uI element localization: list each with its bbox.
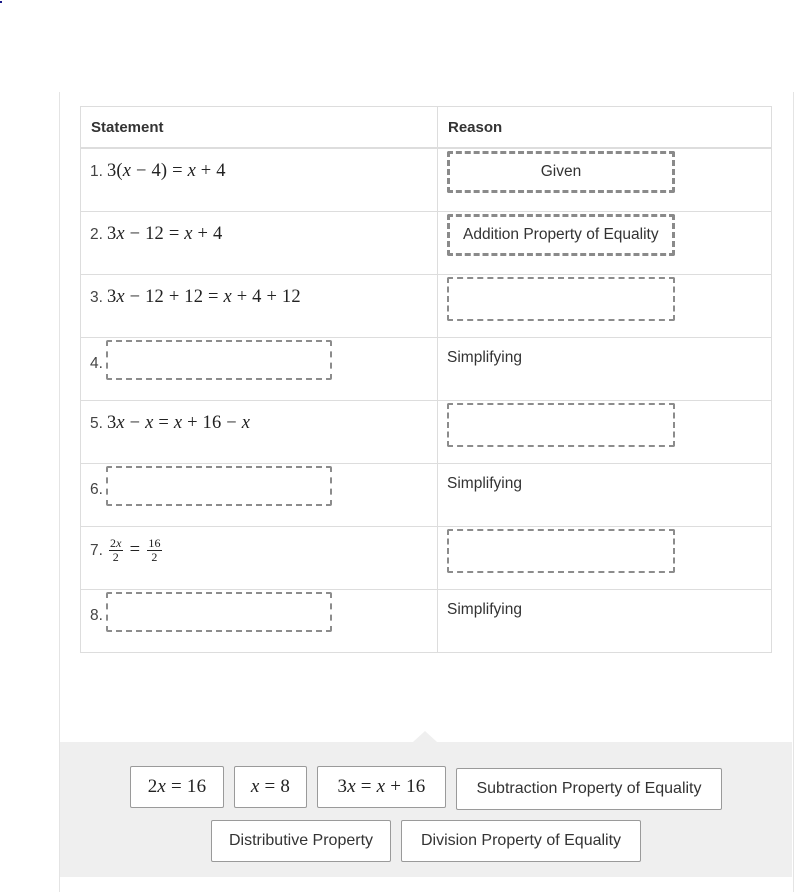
table-header-row bbox=[81, 107, 772, 149]
statement-cell-7 bbox=[81, 527, 438, 590]
step-number: 7. bbox=[90, 541, 103, 559]
reason-dropzone-filled[interactable] bbox=[447, 151, 675, 193]
dropped-reason-label[interactable]: Addition Property of Equality bbox=[463, 226, 659, 243]
statement-cell-2 bbox=[81, 212, 438, 275]
proof-row-7 bbox=[81, 527, 772, 590]
step-number: 5. bbox=[90, 414, 103, 432]
reason-text: Simplifying bbox=[447, 349, 522, 366]
reason-cell-2 bbox=[438, 212, 772, 275]
draggable-tile-3x-equals-x-plus-16[interactable] bbox=[317, 766, 446, 808]
tile-label: 3x = x + 16 bbox=[337, 776, 426, 797]
proof-row-5 bbox=[81, 401, 772, 464]
statement-cell-1 bbox=[81, 148, 438, 212]
statement-math: 3(x − 4) = x + 4 bbox=[106, 161, 226, 181]
draggable-tile-subtraction-property[interactable] bbox=[456, 768, 722, 810]
statement-math bbox=[107, 538, 164, 563]
fraction-numerator: 16 bbox=[148, 536, 161, 550]
statement-cell-8 bbox=[81, 590, 438, 653]
tile-label: Division Property of Equality bbox=[420, 832, 622, 849]
corner-dot bbox=[0, 1, 2, 3]
reason-cell-8 bbox=[438, 590, 772, 653]
statement-cell-4 bbox=[81, 338, 438, 401]
proof-row-3 bbox=[81, 275, 772, 338]
two-column-proof-table bbox=[80, 106, 772, 653]
reason-dropzone-filled[interactable] bbox=[447, 214, 675, 256]
draggable-tile-2x-equals-16[interactable] bbox=[130, 766, 224, 808]
fraction-denominator: 2 bbox=[112, 550, 119, 564]
statement-cell-3 bbox=[81, 275, 438, 338]
statement-cell-5 bbox=[81, 401, 438, 464]
tile-label: Subtraction Property of Equality bbox=[476, 780, 702, 797]
dropped-reason-label[interactable]: Given bbox=[540, 163, 582, 180]
reason-dropzone-empty[interactable] bbox=[447, 277, 675, 321]
fraction-denominator: 2 bbox=[151, 550, 158, 564]
step-number: 6. bbox=[90, 481, 103, 498]
step-number: 4. bbox=[90, 355, 103, 372]
statement-dropzone-empty[interactable] bbox=[106, 592, 332, 632]
reason-cell-3 bbox=[438, 275, 772, 338]
reason-cell-1 bbox=[438, 148, 772, 212]
step-number: 1. bbox=[90, 162, 103, 180]
proof-row-1 bbox=[81, 148, 772, 212]
proof-row-2 bbox=[81, 212, 772, 275]
fraction-numerator: 2x bbox=[109, 536, 122, 550]
reason-text: Simplifying bbox=[447, 601, 522, 618]
statement-column-header: Statement bbox=[81, 107, 438, 149]
step-number: 3. bbox=[90, 288, 103, 306]
statement-cell-6 bbox=[81, 464, 438, 527]
draggable-tile-x-equals-8[interactable] bbox=[234, 766, 307, 808]
reason-cell-4 bbox=[438, 338, 772, 401]
statement-math: 3x − 12 + 12 = x + 4 + 12 bbox=[106, 287, 301, 307]
statement-math: 3x − x = x + 16 − x bbox=[106, 413, 251, 433]
reason-cell-7 bbox=[438, 527, 772, 590]
step-number: 2. bbox=[90, 225, 103, 243]
proof-row-8 bbox=[81, 590, 772, 653]
tile-label: x = 8 bbox=[250, 776, 291, 797]
step-number: 8. bbox=[90, 607, 103, 624]
reason-column-header: Reason bbox=[438, 107, 772, 149]
fraction-left bbox=[109, 538, 123, 563]
fraction-right bbox=[147, 538, 161, 563]
bank-pointer-notch bbox=[413, 731, 437, 742]
proof-row-6 bbox=[81, 464, 772, 527]
tile-label: Distributive Property bbox=[228, 832, 374, 849]
reason-dropzone-empty[interactable] bbox=[447, 403, 675, 447]
reason-text: Simplifying bbox=[447, 475, 522, 492]
equals-sign: = bbox=[129, 540, 141, 560]
proof-row-4 bbox=[81, 338, 772, 401]
tile-label: 2x = 16 bbox=[147, 776, 207, 797]
reason-dropzone-empty[interactable] bbox=[447, 529, 675, 573]
reason-cell-6 bbox=[438, 464, 772, 527]
statement-math: 3x − 12 = x + 4 bbox=[106, 224, 223, 244]
statement-dropzone-empty[interactable] bbox=[106, 466, 332, 506]
draggable-tile-division-property[interactable] bbox=[401, 820, 641, 862]
reason-cell-5 bbox=[438, 401, 772, 464]
draggable-tile-distributive-property[interactable] bbox=[211, 820, 391, 862]
statement-dropzone-empty[interactable] bbox=[106, 340, 332, 380]
